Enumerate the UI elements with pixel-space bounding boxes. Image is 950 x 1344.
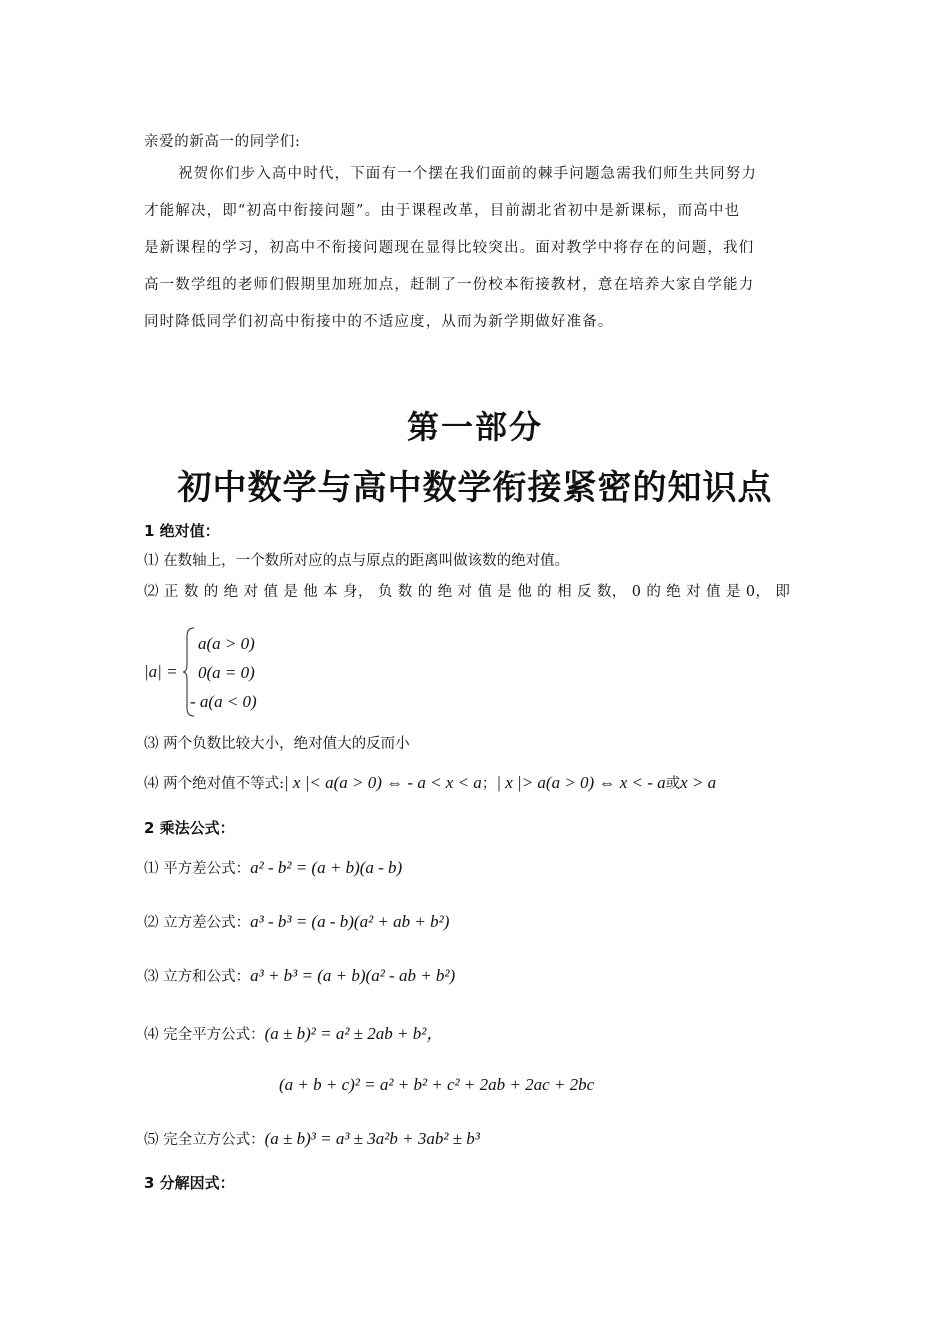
formula-row-2: [144, 911, 449, 932]
formula-row-1: [144, 857, 402, 878]
formula-label: ⑶ 立方和公式：: [144, 969, 251, 985]
formula-label: ⑴ 平方差公式：: [144, 861, 251, 877]
formula-row-4: [144, 1019, 443, 1044]
formula-expr: (a + b + c)² = a² + b² + c² + 2ab + 2ac + 2bc: [279, 1075, 595, 1094]
section-1-item-4: [144, 772, 716, 793]
section-1-item-1: ⑴ 在数轴上，一个数所对应的点与原点的距离叫做该数的绝对值。: [144, 553, 570, 569]
piecewise-case-2: 0(a = 0): [198, 663, 255, 682]
item-4-or: 或: [665, 776, 681, 792]
formula-expr: a² - b² = (a + b)(a - b): [250, 858, 403, 877]
item-4-expr-1: | x |< a(a > 0) ⇔ - a < x < a: [284, 773, 482, 792]
piecewise-case-3: - a(a < 0): [190, 692, 257, 711]
item-4-expr-3: x > a: [680, 773, 717, 792]
part-title: 初中数学与高中数学衔接紧密的知识点: [177, 468, 773, 508]
intro-line-5: 同时降低同学们初高中衔接中的不适应度，从而为新学期做好准备。: [144, 314, 614, 330]
section-1-item-2: ⑵ 正 数 的 绝 对 值 是 他 本 身， 负 数 的 绝 对 值 是 他 的 相 反 数， 0 的 绝 对 值 是 0， 即: [144, 584, 791, 600]
formula-label: ⑸ 完全立方公式：: [144, 1132, 265, 1148]
formula-expr: (a ± b)³ = a³ ± 3a²b + 3ab² ± b³: [264, 1129, 480, 1148]
item-4-expr-2: | x |> a(a > 0) ⇔ x < - a: [496, 773, 666, 792]
intro-line-4: 高一数学组的老师们假期里加班加点，赶制了一份校本衔接教材，意在培养大家自学能力: [144, 277, 755, 293]
formula-label: ⑵ 立方差公式：: [144, 915, 251, 931]
part-heading: 第一部分: [406, 408, 543, 446]
greeting: 亲爱的新高一的同学们:: [144, 134, 301, 150]
intro-line-3: 是新课程的学习，初高中不衔接问题现在显得比较突出。面对教学中将存在的问题，我们: [144, 240, 755, 256]
intro-line-2: 才能解决，即“初高中衔接问题”。由于课程改革，目前湖北省初中是新课标，而高中也: [144, 203, 741, 219]
item-4-sep: ；: [481, 776, 497, 792]
formula-row-5: [144, 1128, 480, 1149]
formula-expr: (a ± b)² = a² ± 2ab + b²，: [264, 1024, 444, 1043]
section-1-heading: 1 绝对值：: [144, 522, 220, 540]
section-1-item-3: ⑶ 两个负数比较大小，绝对值大的反而小: [144, 736, 410, 752]
formula-expr: a³ - b³ = (a - b)(a² + ab + b²): [250, 912, 450, 931]
formula-label: ⑷ 完全平方公式：: [144, 1027, 265, 1043]
item-4-label: ⑷ 两个绝对值不等式:: [144, 776, 284, 792]
piecewise-lhs: |a| =: [144, 662, 178, 681]
formula-row-4b: [279, 1075, 594, 1095]
formula-row-3: [144, 965, 455, 986]
piecewise-case-1: a(a > 0): [198, 634, 255, 653]
formula-expr: a³ + b³ = (a + b)(a² - ab + b²): [250, 966, 456, 985]
intro-line-1: 祝贺你们步入高中时代，下面有一个摆在我们面前的棘手问题急需我们师生共同努力: [178, 166, 758, 182]
section-3-heading: 3 分解因式：: [144, 1174, 235, 1192]
section-2-heading: 2 乘法公式：: [144, 819, 235, 837]
